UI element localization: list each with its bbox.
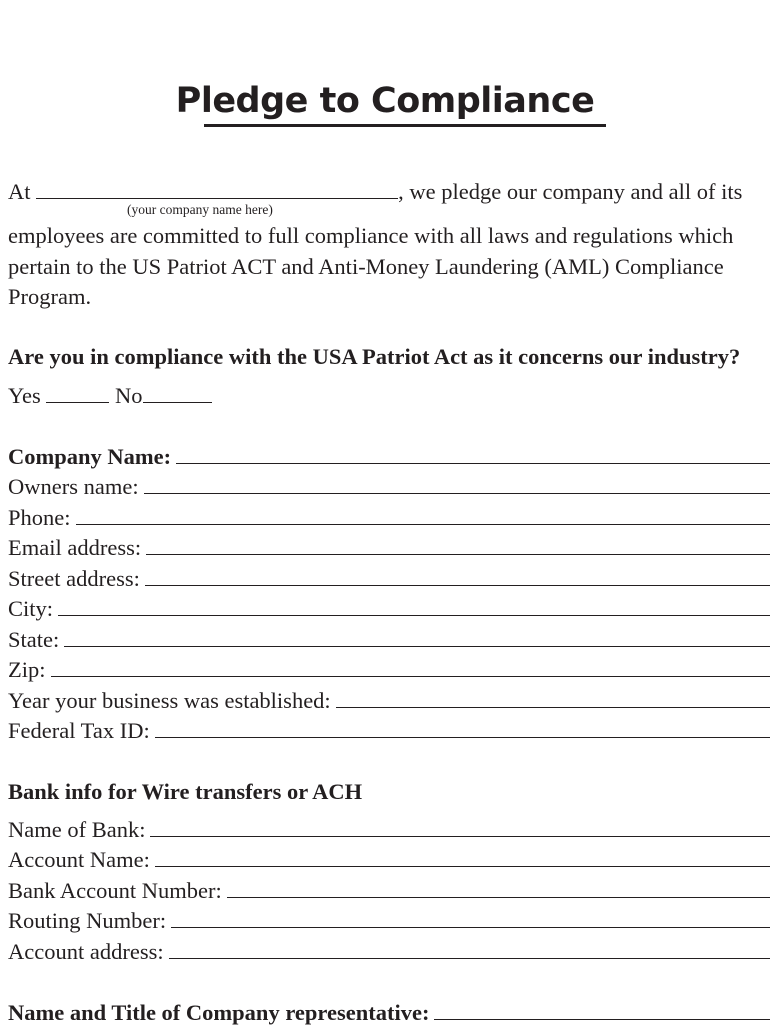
compliance-question: Are you in compliance with the USA Patriot Act as it concerns our industry? [8, 342, 740, 372]
bank-name-input-line[interactable] [150, 816, 770, 837]
title-underline [204, 124, 606, 127]
field-label: Street address: [8, 564, 145, 595]
field-label: Zip: [8, 655, 51, 686]
field-label: Name and Title of Company representative: [8, 998, 434, 1029]
year-established-input-line[interactable] [336, 687, 770, 708]
field-label: Account Name: [8, 845, 155, 876]
field-owners-name [8, 472, 770, 503]
company-name-input-line[interactable] [176, 443, 770, 464]
field-phone [8, 503, 770, 534]
bank-info-heading: Bank info for Wire transfers or ACH [8, 777, 362, 807]
field-year-established [8, 686, 770, 717]
intro-suffix: , we pledge our company and all of its [398, 179, 742, 204]
page-title: Pledge to Compliance [0, 80, 770, 122]
field-label: Phone: [8, 503, 76, 534]
federal-tax-id-input-line[interactable] [155, 717, 770, 738]
street-address-input-line[interactable] [145, 565, 770, 586]
field-label: Owners name: [8, 472, 144, 503]
zip-input-line[interactable] [51, 656, 770, 677]
account-address-input-line[interactable] [169, 938, 770, 959]
email-input-line[interactable] [146, 534, 770, 555]
intro-prefix: At [8, 179, 31, 204]
state-input-line[interactable] [64, 626, 770, 647]
field-state [8, 625, 770, 656]
field-account-name [8, 845, 770, 876]
field-zip [8, 655, 770, 686]
field-label: Federal Tax ID: [8, 716, 155, 747]
field-bank-account-number [8, 876, 770, 907]
field-email-address [8, 533, 770, 564]
bank-account-number-input-line[interactable] [227, 877, 770, 898]
field-label: Year your business was established: [8, 686, 336, 717]
owners-name-input-line[interactable] [144, 473, 770, 494]
field-label: State: [8, 625, 64, 656]
company-name-blank[interactable] [36, 176, 398, 199]
field-label: Company Name: [8, 442, 176, 473]
field-label: Name of Bank: [8, 815, 150, 846]
field-label: Email address: [8, 533, 146, 564]
no-blank[interactable] [143, 382, 212, 403]
yes-label: Yes [8, 383, 41, 408]
intro-body: employees are committed to full compliance with all laws and regulations which pertain to the US Patriot ACT and Anti-Money Laundering (AML) Compliance Program. [8, 221, 768, 313]
intro-first-line [8, 176, 742, 207]
field-company-name [8, 442, 770, 473]
field-routing-number [8, 906, 770, 937]
yes-no-answer [8, 381, 212, 411]
field-federal-tax-id [8, 716, 770, 747]
field-name-of-bank [8, 815, 770, 846]
field-label: Routing Number: [8, 906, 171, 937]
city-input-line[interactable] [58, 595, 770, 616]
account-name-input-line[interactable] [155, 846, 770, 867]
representative-input-line[interactable] [434, 999, 770, 1020]
yes-blank[interactable] [46, 382, 109, 403]
company-name-caption: (your company name here) [127, 202, 273, 218]
field-city [8, 594, 770, 625]
phone-input-line[interactable] [76, 504, 770, 525]
field-label: City: [8, 594, 58, 625]
field-account-address [8, 937, 770, 968]
field-label: Account address: [8, 937, 169, 968]
field-label: Bank Account Number: [8, 876, 227, 907]
routing-number-input-line[interactable] [171, 907, 770, 928]
field-street-address [8, 564, 770, 595]
no-label: No [115, 383, 143, 408]
